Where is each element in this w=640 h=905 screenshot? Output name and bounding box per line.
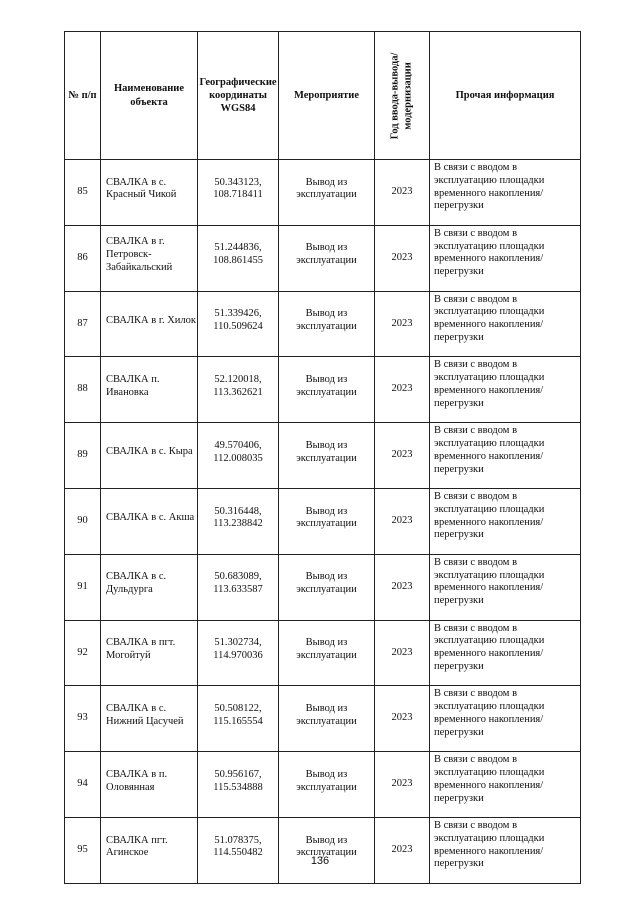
cell-coords: 50.316448, 113.238842: [198, 488, 279, 554]
cell-action: Вывод из эксплуатации: [279, 488, 375, 554]
cell-coords: 51.339426, 110.509624: [198, 291, 279, 357]
cell-action: Вывод из эксплуатации: [279, 160, 375, 226]
cell-info: В связи с вводом в эксплуатацию площадки временного накопления/перегрузки: [430, 620, 581, 686]
cell-name: СВАЛКА в п. Оловянная: [101, 752, 198, 818]
cell-action: Вывод из эксплуатации: [279, 817, 375, 883]
cell-num: 85: [65, 160, 101, 226]
cell-year: 2023: [375, 488, 430, 554]
cell-coords: 50.508122, 115.165554: [198, 686, 279, 752]
cell-year: 2023: [375, 423, 430, 489]
cell-info: В связи с вводом в эксплуатацию площадки временного накопления/перегрузки: [430, 554, 581, 620]
header-num: № п/п: [65, 32, 101, 160]
cell-info: В связи с вводом в эксплуатацию площадки временного накопления/перегрузки: [430, 686, 581, 752]
header-year-cell: [375, 32, 430, 160]
table-row: [65, 357, 581, 423]
cell-coords: 50.956167, 115.534888: [198, 752, 279, 818]
cell-name: СВАЛКА в пгт. Могойтуй: [101, 620, 198, 686]
table-header-row: [65, 32, 581, 160]
cell-name: СВАЛКА в с. Нижний Цасучей: [101, 686, 198, 752]
table-row: [65, 554, 581, 620]
table-row: [65, 817, 581, 883]
cell-coords: 50.343123, 108.718411: [198, 160, 279, 226]
cell-year: 2023: [375, 291, 430, 357]
cell-year: 2023: [375, 620, 430, 686]
header-action: Мероприятие: [279, 32, 375, 160]
cell-coords: 52.120018, 113.362621: [198, 357, 279, 423]
header-year: Год ввода-вывода/модернизации: [389, 52, 413, 139]
cell-num: 90: [65, 488, 101, 554]
cell-coords: 50.683089, 113.633587: [198, 554, 279, 620]
cell-num: 88: [65, 357, 101, 423]
cell-num: 93: [65, 686, 101, 752]
cell-action: Вывод из эксплуатации: [279, 554, 375, 620]
cell-action: Вывод из эксплуатации: [279, 752, 375, 818]
cell-name: СВАЛКА в г. Хилок: [101, 291, 198, 357]
cell-year: 2023: [375, 357, 430, 423]
cell-name: СВАЛКА в г. Петровск-Забайкальский: [101, 225, 198, 291]
cell-name: СВАЛКА п. Ивановка: [101, 357, 198, 423]
cell-name: СВАЛКА пгт. Агинское: [101, 817, 198, 883]
cell-year: 2023: [375, 160, 430, 226]
cell-info: В связи с вводом в эксплуатацию площадки временного накопления/перегрузки: [430, 160, 581, 226]
cell-action: Вывод из эксплуатации: [279, 620, 375, 686]
table-row: [65, 291, 581, 357]
cell-num: 94: [65, 752, 101, 818]
cell-action: Вывод из эксплуатации: [279, 225, 375, 291]
cell-name: СВАЛКА в с. Акша: [101, 488, 198, 554]
table-row: [65, 488, 581, 554]
cell-year: 2023: [375, 817, 430, 883]
cell-coords: 51.244836, 108.861455: [198, 225, 279, 291]
cell-num: 87: [65, 291, 101, 357]
cell-action: Вывод из эксплуатации: [279, 357, 375, 423]
cell-action: Вывод из эксплуатации: [279, 686, 375, 752]
cell-year: 2023: [375, 752, 430, 818]
table-row: [65, 686, 581, 752]
cell-info: В связи с вводом в эксплуатацию площадки временного накопления/перегрузки: [430, 488, 581, 554]
cell-info: В связи с вводом в эксплуатацию площадки временного накопления/перегрузки: [430, 423, 581, 489]
table-row: [65, 752, 581, 818]
cell-coords: 51.078375, 114.550482: [198, 817, 279, 883]
cell-year: 2023: [375, 686, 430, 752]
table-row: [65, 620, 581, 686]
header-name: Наименование объекта: [101, 32, 198, 160]
cell-num: 89: [65, 423, 101, 489]
cell-name: СВАЛКА в с. Красный Чикой: [101, 160, 198, 226]
cell-year: 2023: [375, 554, 430, 620]
table-row: [65, 160, 581, 226]
cell-action: Вывод из эксплуатации: [279, 423, 375, 489]
cell-num: 86: [65, 225, 101, 291]
header-coords: Географические координаты WGS84: [198, 32, 279, 160]
cell-info: В связи с вводом в эксплуатацию площадки временного накопления/перегрузки: [430, 291, 581, 357]
cell-year: 2023: [375, 225, 430, 291]
cell-num: 91: [65, 554, 101, 620]
cell-info: В связи с вводом в эксплуатацию площадки временного накопления/перегрузки: [430, 225, 581, 291]
landfill-table: [64, 31, 581, 884]
table-row: [65, 423, 581, 489]
cell-action: Вывод из эксплуатации: [279, 291, 375, 357]
page-number: 136: [310, 855, 330, 867]
cell-info: В связи с вводом в эксплуатацию площадки временного накопления/перегрузки: [430, 752, 581, 818]
cell-coords: 49.570406, 112.008035: [198, 423, 279, 489]
cell-num: 95: [65, 817, 101, 883]
cell-num: 92: [65, 620, 101, 686]
cell-name: СВАЛКА в с. Дульдурга: [101, 554, 198, 620]
header-info: Прочая информация: [430, 32, 581, 160]
cell-info: В связи с вводом в эксплуатацию площадки временного накопления/перегрузки: [430, 817, 581, 883]
cell-name: СВАЛКА в с. Кыра: [101, 423, 198, 489]
cell-info: В связи с вводом в эксплуатацию площадки временного накопления/перегрузки: [430, 357, 581, 423]
table-row: [65, 225, 581, 291]
cell-coords: 51.302734, 114.970036: [198, 620, 279, 686]
